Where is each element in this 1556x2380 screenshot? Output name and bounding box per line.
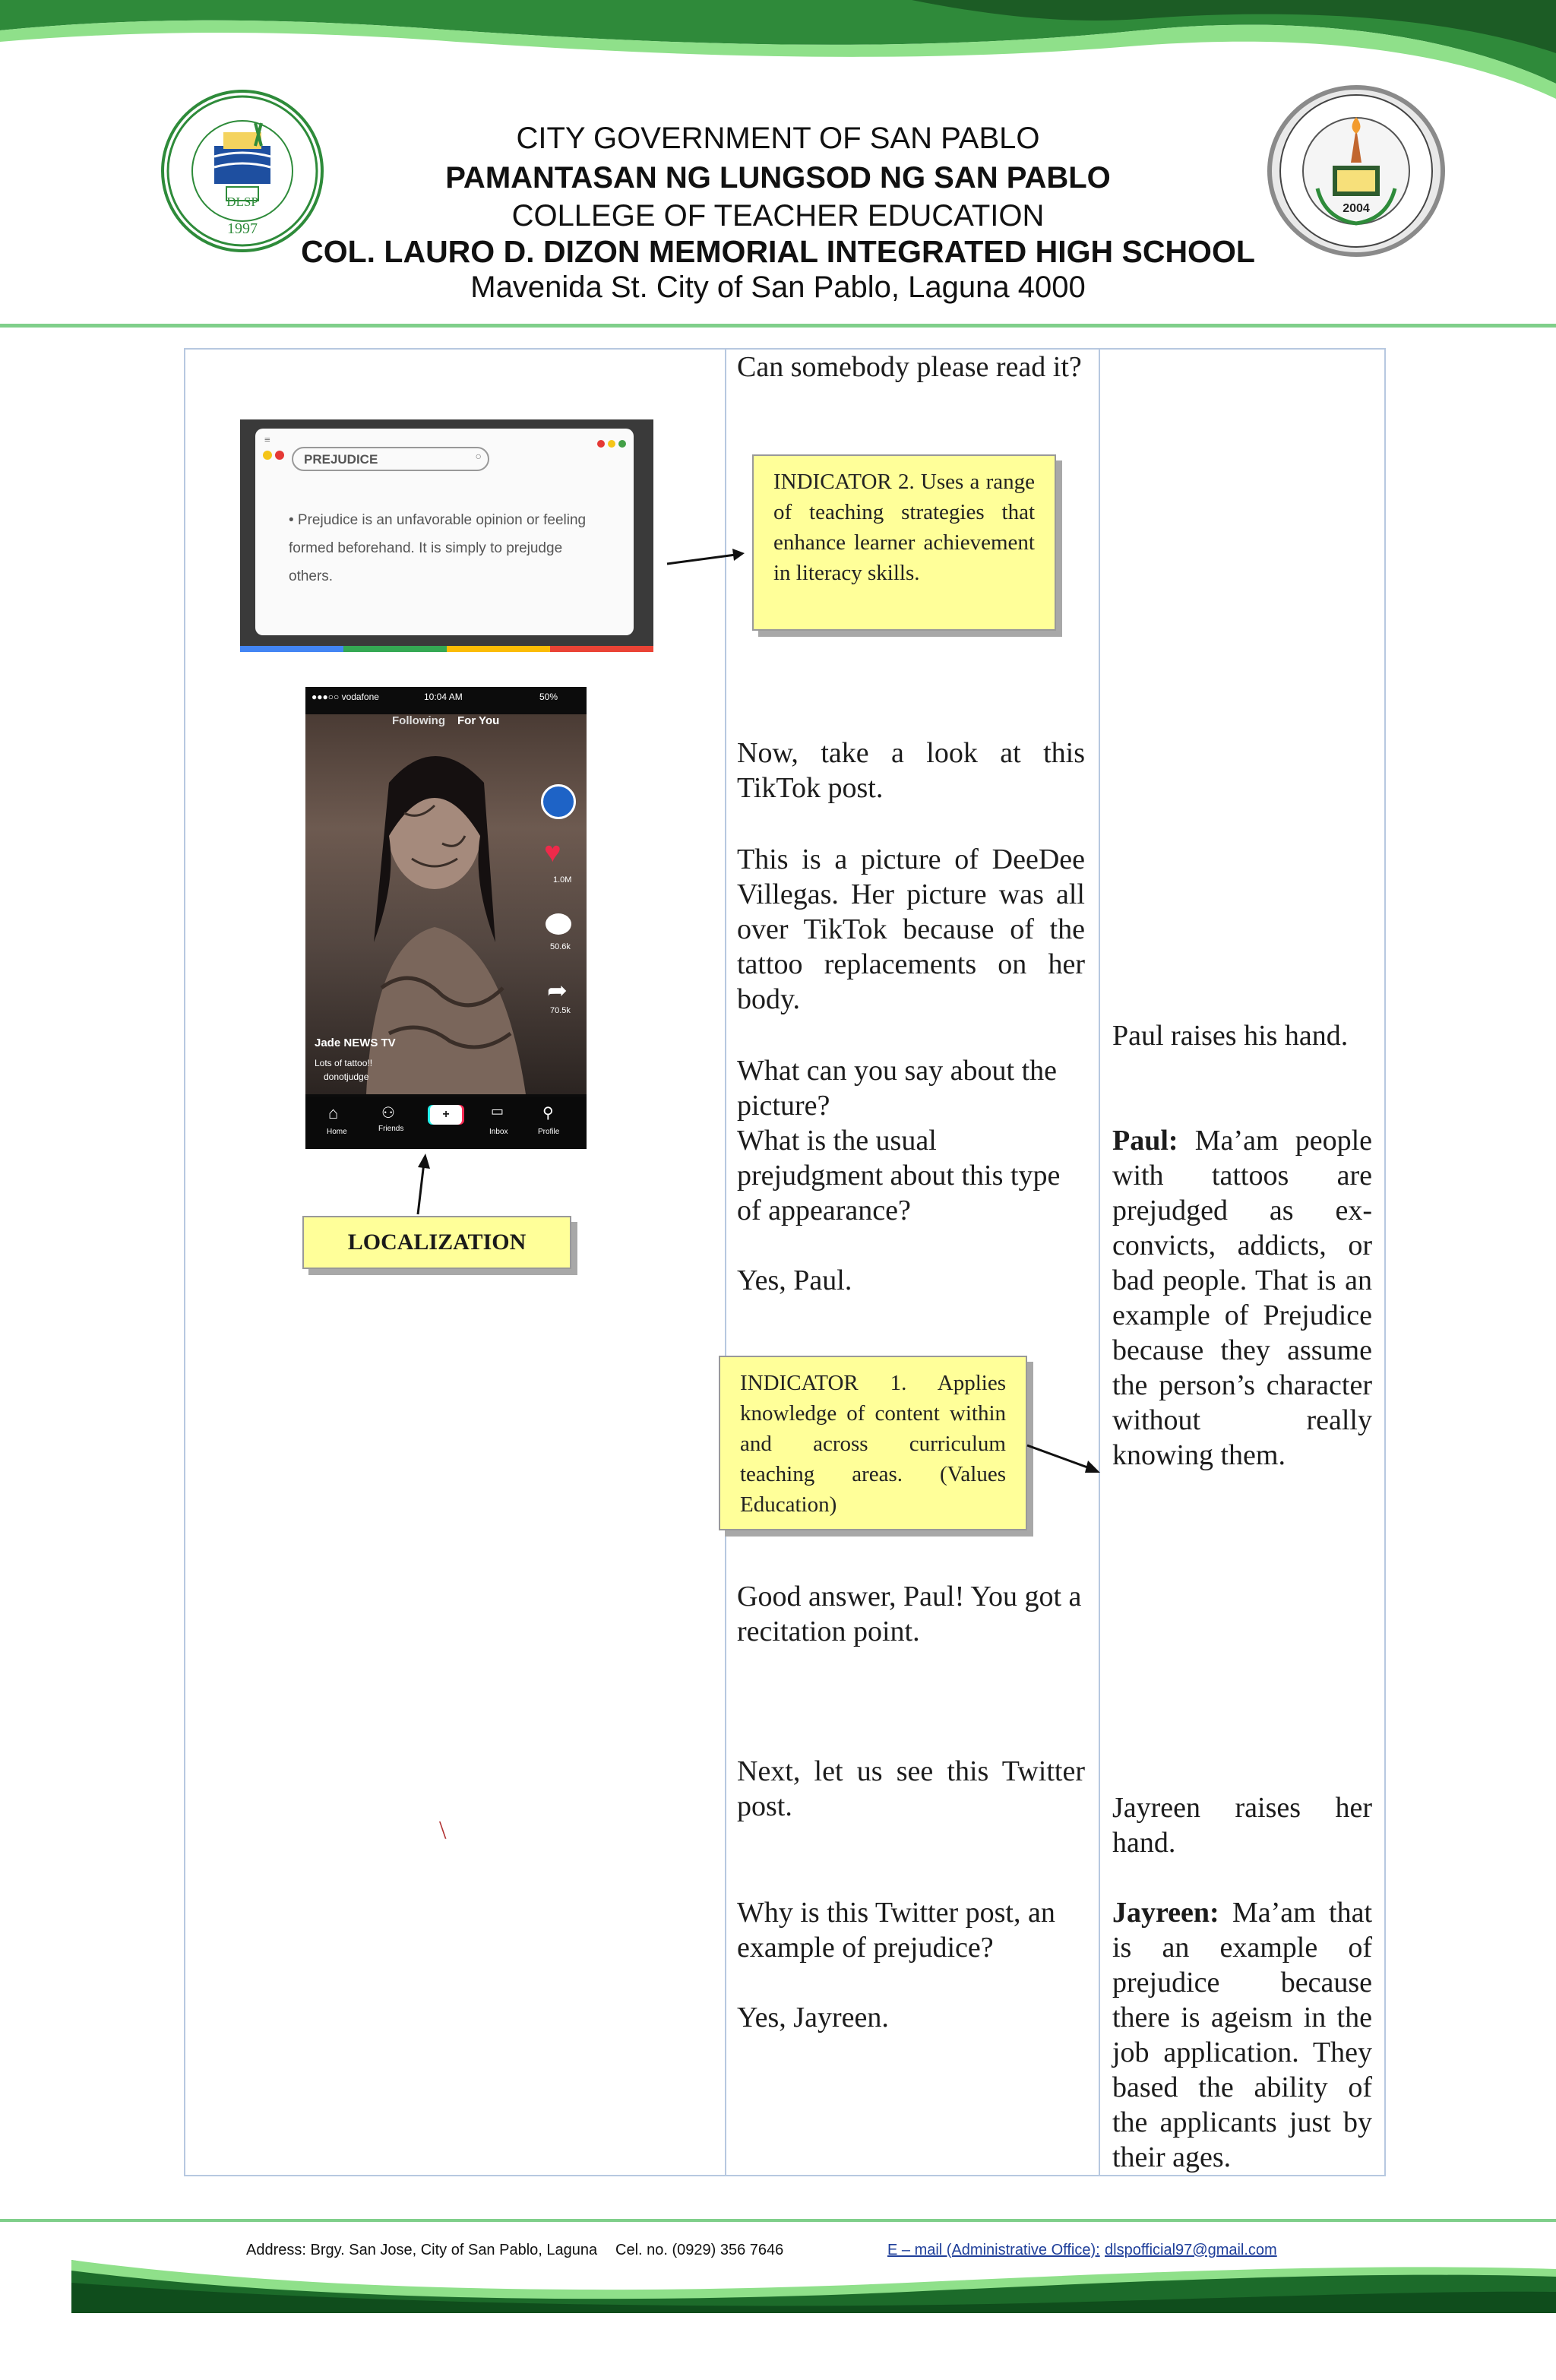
teacher-line-yes-jayreen: Yes, Jayreen. [737,2002,889,2033]
share-icon[interactable]: ➦ [547,976,568,1004]
comment-icon[interactable] [546,913,571,935]
student-jayreen-raises: Jayreen raises her hand. [1112,1792,1372,1859]
school-seal-year: 2004 [1343,202,1370,215]
window-dots [263,450,284,464]
tiktok-nav-bar [305,1097,587,1149]
phone-battery: 50% [539,692,558,702]
account-name[interactable]: Jade NEWS TV [315,1037,396,1049]
nav-inbox[interactable]: Inbox [489,1128,508,1136]
footer-address: Address: Brgy. San Jose, City of San Pablo, Laguna [246,2242,598,2258]
teacher-line-picture: This is a picture of DeeDee Villegas. Her picture was all over TikTok because of the tattoo replacements on her body. [737,843,1085,1015]
like-count: 1.0M [553,875,572,885]
friends-icon[interactable]: ⚇ [381,1105,395,1122]
student-paul-answer [1112,1123,1372,1473]
footer-cel: Cel. no. (0929) 356 7646 [615,2242,784,2258]
prejudice-slide-image [240,419,653,652]
nav-profile[interactable]: Profile [538,1128,560,1136]
slide-search-bar [292,447,489,471]
caption-line2: donotjudge [324,1071,369,1082]
footer-email-label[interactable]: E – mail (Administrative Office): [887,2242,1100,2258]
arrow-to-tiktok [410,1152,433,1216]
footer-divider [0,2219,1556,2222]
localization-label: LOCALIZATION [347,1230,527,1255]
teacher-line-prejudgment: What is the usual prejudgment about this type of appearance? [737,1125,1061,1226]
arrow-to-paul-answer [1026,1442,1102,1480]
footer-swoosh [71,2252,1556,2313]
profile-icon[interactable]: ⚲ [542,1105,554,1122]
teacher-line-good-answer: Good answer, Paul! You got a recitation point. [737,1581,1082,1647]
teacher-line-say: What can you say about the picture? [737,1055,1058,1122]
tab-for-you[interactable]: For You [457,714,500,727]
teacher-line-yes-paul: Yes, Paul. [737,1264,852,1296]
school-title: COL. LAURO D. DIZON MEMORIAL INTEGRATED HIGH SCHOOL [301,234,1255,269]
heart-icon[interactable]: ♥ [544,837,561,869]
table-column-divider [725,350,726,2175]
teacher-line-twitter: Next, let us see this Twitter post. [737,1755,1085,1822]
teacher-line-read: Can somebody please read it? [737,351,1082,383]
phone-time: 10:04 AM [424,692,463,702]
school-address: Mavenida St. City of San Pablo, Laguna 4000 [470,271,1086,304]
home-icon[interactable]: ⌂ [328,1103,339,1122]
comment-count: 50.6k [550,942,571,951]
table-column-divider [1099,350,1100,2175]
tab-following[interactable]: Following [392,714,445,727]
university-title: PAMANTASAN NG LUNGSOD NG SAN PABLO [445,161,1111,195]
college-title: COLLEGE OF TEACHER EDUCATION [511,199,1045,233]
share-count: 70.5k [550,1006,571,1015]
nav-friends[interactable]: Friends [378,1125,404,1133]
header-swoosh [0,0,1556,99]
tiktok-screenshot [305,687,587,1149]
dlsp-seal-abbr: DLSP [226,195,258,209]
search-icon: ○ [475,451,482,463]
slide-bullet-text: • Prejudice is an unfavorable opinion or feeling formed beforehand. It is simply to prejudge others. [289,512,587,584]
header-divider [0,324,1556,328]
hamburger-icon: ≡ [264,435,270,446]
city-government-title: CITY GOVERNMENT OF SAN PABLO [516,122,1040,155]
jayreen-answer-text: Ma’am that is an example of prejudice because there is ageism in the job application. They based the ability of the applicants just by their ages. [1112,1897,1373,2173]
indicator-2-text: INDICATOR 2. Uses a range of teaching strategies that enhance learner achievement in literacy skills. [773,470,1035,585]
teacher-line-tiktok: Now, take a look at this TikTok post. [737,737,1085,804]
create-plus: + [442,1108,450,1121]
localization-note [302,1216,571,1269]
inbox-icon[interactable]: ▭ [491,1103,504,1119]
slide-color-bar [240,646,653,652]
slide-search-label: PREJUDICE [304,452,378,467]
footer-email[interactable]: dlspofficial97@gmail.com [1105,2242,1277,2258]
window-dots-right [597,438,626,451]
arrow-to-indicator2 [666,541,749,571]
caption-line1: Lots of tattoo!! [315,1058,373,1068]
dlsp-seal-year: 1997 [227,220,258,237]
indicator-1-note [719,1356,1027,1530]
stray-backslash-mark: \ [439,1816,447,1844]
indicator-2-note [752,454,1056,631]
slide-card [255,429,634,635]
student-jayreen-answer [1112,1895,1372,2175]
nav-home[interactable]: Home [327,1128,347,1136]
teacher-line-why-twitter: Why is this Twitter post, an example of prejudice? [737,1897,1055,1964]
student-paul-raises: Paul raises his hand. [1112,1020,1349,1052]
indicator-1-text: INDICATOR 1. Applies knowledge of content within and across curriculum teaching areas. (Values Education) [740,1371,1006,1517]
news-badge-icon [541,784,576,819]
create-button[interactable] [430,1105,462,1125]
paul-name: Paul: [1112,1125,1178,1157]
jayreen-name: Jayreen: [1112,1897,1219,1929]
paul-answer-text: Ma’am people with tattoos are prejudged as ex-convicts, addicts, or bad people. That is an example of Prejudice because they assume the person’s character without really knowing them. [1112,1125,1372,1471]
phone-carrier: ●●●○○ vodafone [312,692,379,702]
